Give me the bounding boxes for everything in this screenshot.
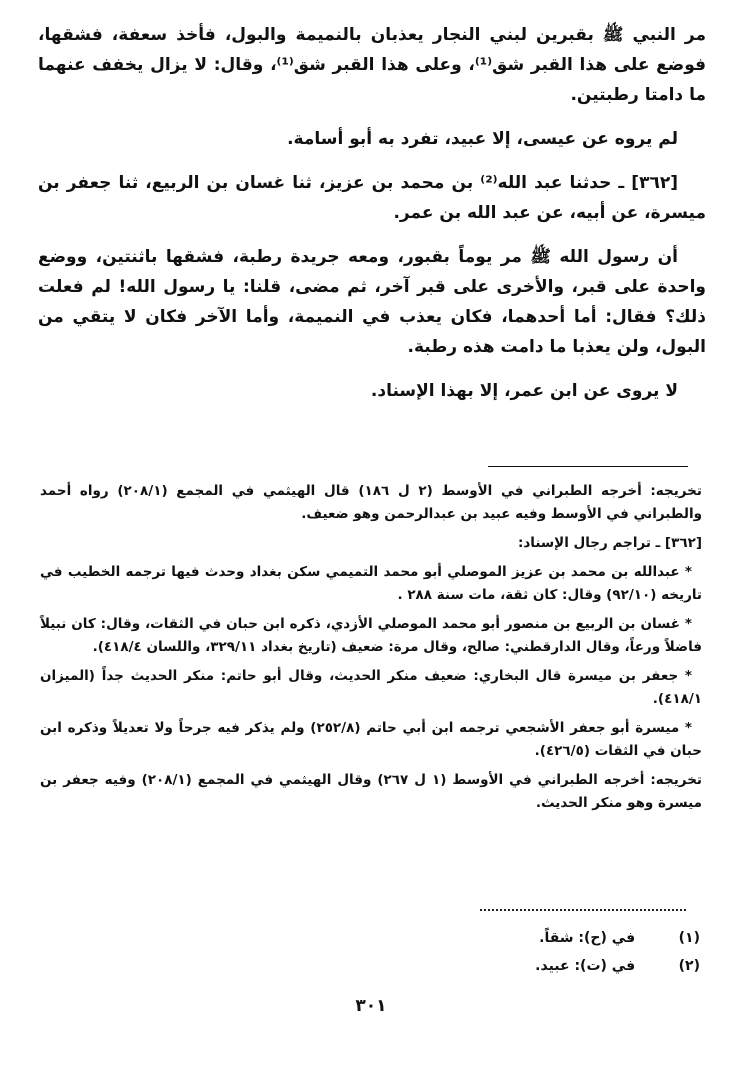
- footnote-number: (١): [678, 930, 700, 946]
- narrators-heading: [٣٦٢] ـ تراجم رجال الإسناد:: [517, 535, 702, 551]
- main-text: [38, 20, 706, 420]
- commentary-notes: [40, 480, 702, 821]
- footnote: [539, 930, 700, 946]
- footnote-text: في (ح): شقاً.: [539, 930, 636, 946]
- footnote-separator-dotted: [480, 909, 686, 911]
- narrator-entry: * ميسرة أبو جعفر الأشجعي ترجمه ابن أبي حاتم (٢٥٢/٨) ولم يذكر فيه جرحاً ولا تعديلاً وذكره ابن حبان في الثقات (٤٢٦/٥).: [40, 720, 702, 759]
- footnote-number: (٢): [678, 958, 700, 974]
- isnad-paragraph: [٣٦٢] ـ حدثنا عبد الله⁽²⁾ بن محمد بن عزيز، ثنا غسان بن الربيع، ثنا جعفر بن ميسرة، عن أبيه، عن عبد الله بن عمر.: [38, 173, 706, 223]
- takhrij-note: تخريجه: أخرجه الطبراني في الأوسط (٢ ل ١٨٦) قال الهيثمي في المجمع (٢٠٨/١) رواه أحمد والطبراني في الأوسط وفيه عبيد بن عبدالرحمن وهو ضعيف.: [40, 483, 702, 522]
- narrator-entry: * عبدالله بن محمد بن عزيز الموصلي أبو محمد التميمي سكن بغداد وحدث فيها ترجمه الخطيب في تاريخه (٩٢/١٠) وقال: كان ثقة، مات سنة ٢٨٨ .: [40, 564, 702, 603]
- takhrij-note: تخريجه: أخرجه الطبراني في الأوسط (١ ل ٢٦٧) وقال الهيثمي في المجمع (٢٠٨/١) وفيه جعفر بن ميسرة وهو منكر الحديث.: [40, 772, 702, 811]
- notes-separator-line: [488, 466, 688, 467]
- narration-comment: لا يروى عن ابن عمر، إلا بهذا الإسناد.: [370, 381, 678, 401]
- hadith-text-paragraph: مر النبي ﷺ بقبرين لبني النجار يعذبان بالنميمة والبول، فأخذ سعفة، فشقها، فوضع على هذا القبر شق⁽¹⁾، وعلى هذا القبر شق⁽¹⁾، وقال: لا يزال يخفف عنهما ما دامتا رطبتين.: [38, 25, 706, 105]
- narrator-entry: * جعفر بن ميسرة قال البخاري: ضعيف منكر الحديث، وقال أبو حاتم: منكر الحديث جداً (الميزان ٤١٨/١).: [40, 668, 702, 707]
- narrator-entry: * غسان بن الربيع بن منصور أبو محمد الموصلي الأزدي، ذكره ابن حبان في الثقات، وقال: كان نبيلاً فاضلاً ورعاً، وقال الدارقطني: صالح، وقال مرة: ضعيف (تاريخ بغداد ٣٢٩/١١، واللسان ٤١٨/٤).: [40, 616, 702, 655]
- page-number: ٣٠١: [355, 996, 387, 1016]
- footnote-text: في (ت): عبيد.: [535, 958, 636, 974]
- hadith-text-paragraph: أن رسول الله ﷺ مر يوماً بقبور، ومعه جريدة رطبة، فشقها باثنتين، ووضع واحدة على قبر، والأخرى على قبر آخر، ثم مضى، قلنا: يا رسول الله! لم فعلت ذلك؟ فقال: أما أحدهما، فكان يعذب في النميمة، وأما الآخر فكان لا يتقي من البول، ولن يعذبا ما دامت هذه رطبة.: [38, 247, 706, 357]
- footnote: [535, 958, 700, 974]
- narration-comment: لم يروه عن عيسى، إلا عبيد، تفرد به أبو أسامة.: [287, 129, 678, 149]
